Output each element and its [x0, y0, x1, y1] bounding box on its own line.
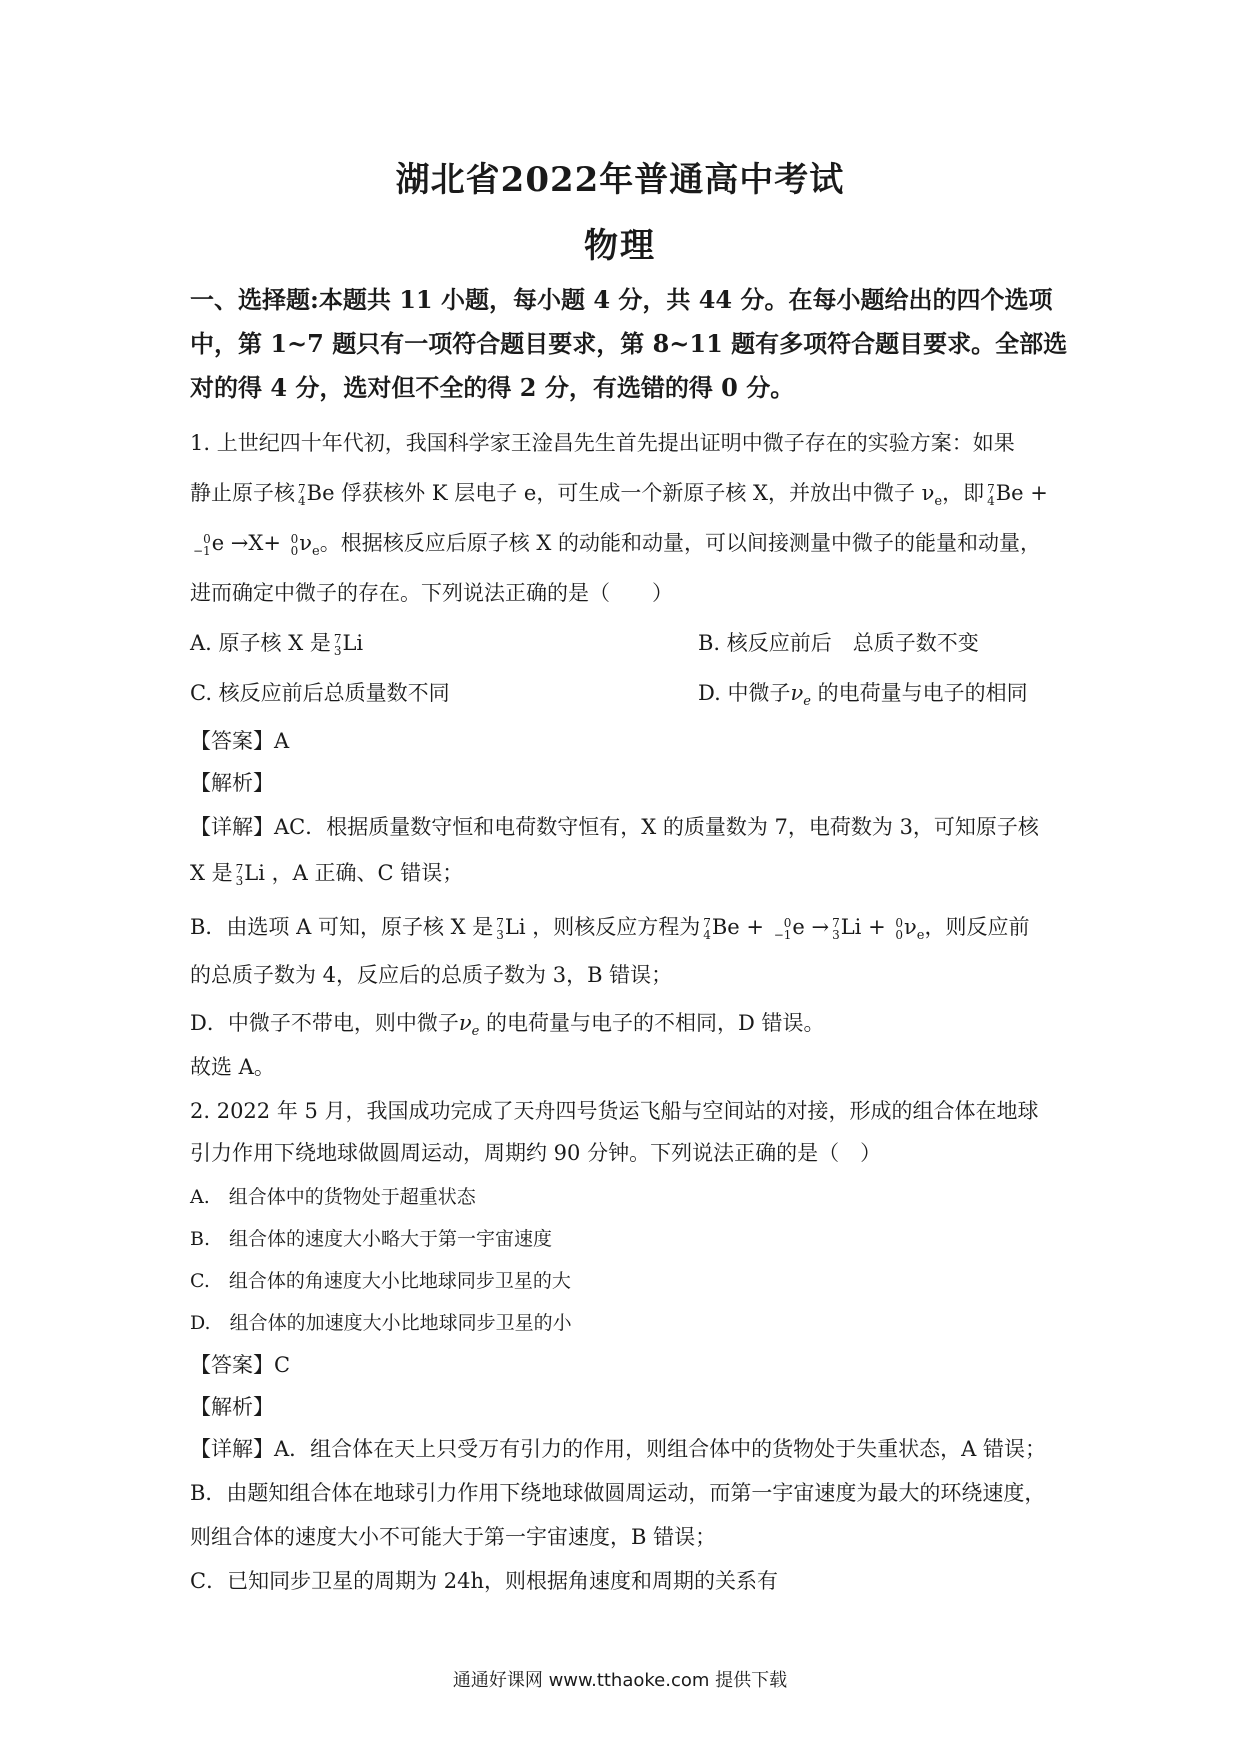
section-header-line-2: 中，第 1~7 题只有一项符合题目要求，第 8~11 题有多项符合题目要求。全部选 — [190, 329, 1068, 358]
q1-option-a: A. 原子核 X 是 7 3 Li — [190, 631, 364, 658]
q2-detail-line-3: 则组合体的速度大小不可能大于第一宇宙速度，B 错误； — [190, 1525, 717, 1549]
q1-stem-line-2: 静止原子核 7 4 Be 俘获核外 K 层电子 e，可生成一个新原子核 X，并放出中微子 $\nu_e$，即 7 4 Be + — [190, 481, 1048, 509]
nuclide-electron-index: 0 −1 — [193, 531, 211, 558]
q1-conclusion: 故选 A。 — [190, 1055, 275, 1079]
section-header-line-1: 一、选择题:本题共 11 小题，每小题 4 分，共 44 分。在每小题给出的四个选项 — [190, 285, 1053, 314]
subject-title: 物理 — [584, 226, 656, 266]
q1-detail-line-5: D．中微子不带电，则中微子$\nu_e$ 的电荷量与电子的不相同，D 错误。 — [190, 1011, 825, 1039]
q1-option-c: C. 核反应前后总质量数不同 — [190, 681, 450, 705]
page-footer: 通通好课网 www.tthaoke.com 提供下载 — [452, 1670, 788, 1691]
nuclide-be-index: 7 4 — [298, 481, 306, 508]
q1-stem-line-4: 进而确定中微子的存在。下列说法正确的是（ ） — [190, 581, 673, 605]
q2-option-b: B. 组合体的速度大小略大于第一宇宙速度 — [190, 1228, 553, 1250]
q1-stem-line-1: 1. 上世纪四十年代初，我国科学家王淦昌先生首先提出证明中微子存在的实验方案：如果 — [190, 431, 1015, 455]
page-title: 湖北省2022年普通高中考试 — [395, 160, 845, 200]
q1-option-b: B. 核反应前后 总质子数不变 — [698, 631, 979, 655]
q2-detail-line-2: B．由题知组合体在地球引力作用下绕地球做圆周运动，而第一宇宙速度为最大的环绕速度， — [190, 1481, 1046, 1505]
q2-answer: 【答案】C — [190, 1353, 291, 1377]
q2-analysis-label: 【解析】 — [190, 1395, 274, 1419]
q1-detail-line-3: B．由选项 A 可知，原子核 X 是 7 3 Li ，则核反应方程为 7 4 Be + 0 −1 e → 7 3 Li + 0 0 $\nu_e$，则反应前 — [190, 915, 1030, 943]
q2-detail-line-4: C．已知同步卫星的周期为 24h，则根据角速度和周期的关系有 — [190, 1569, 778, 1593]
q2-option-d: D. 组合体的加速度大小比地球同步卫星的小 — [190, 1312, 572, 1334]
q1-option-d: D. 中微子$\nu_e$ 的电荷量与电子的相同 — [698, 681, 1028, 709]
q1-stem-line-3: 0 −1 e →X+ 0 0 $\nu_e$。根据核反应后原子核 X 的动能和动量，可以间接测量中微子的能量和动量， — [193, 531, 1042, 559]
q2-option-a: A. 组合体中的货物处于超重状态 — [190, 1186, 476, 1208]
q1-detail-line-1: 【详解】AC．根据质量数守恒和电荷数守恒有，X 的质量数为 7，电荷数为 3，可知原子核 — [190, 815, 1039, 839]
q1-answer: 【答案】A — [190, 729, 290, 753]
q1-detail-line-2: X 是 7 3 Li ，A 正确、C 错误； — [190, 861, 464, 888]
q2-stem-line-1: 2. 2022 年 5 月，我国成功完成了天舟四号货运飞船与空间站的对接，形成的组合体在地球 — [190, 1099, 1039, 1123]
q2-option-c: C. 组合体的角速度大小比地球同步卫星的大 — [190, 1270, 571, 1292]
q2-stem-line-2: 引力作用下绕地球做圆周运动，周期约 90 分钟。下列说法正确的是（ ） — [190, 1141, 882, 1165]
q1-detail-line-4: 的总质子数为 4，反应后的总质子数为 3，B 错误； — [190, 963, 673, 987]
q2-detail-line-1: 【详解】A．组合体在天上只受万有引力的作用，则组合体中的货物处于失重状态，A 错误； — [190, 1437, 1047, 1461]
q1-analysis-label: 【解析】 — [190, 771, 274, 795]
section-header-line-3: 对的得 4 分，选对但不全的得 2 分，有选错的得 0 分。 — [190, 373, 795, 402]
